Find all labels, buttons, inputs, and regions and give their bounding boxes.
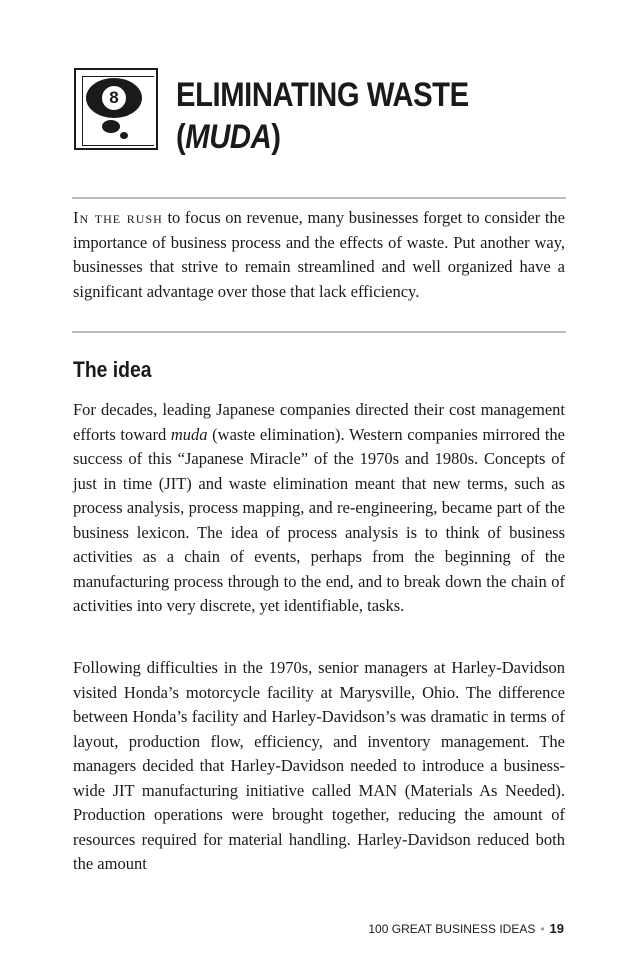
thought-bubble-icon bbox=[74, 68, 158, 150]
divider-top bbox=[72, 197, 566, 199]
para1-term: muda bbox=[170, 424, 208, 444]
bubble-dot-small bbox=[120, 132, 128, 139]
title-term: MUDA bbox=[185, 118, 272, 156]
intro-text: to focus on revenue, many businesses forget to consider the importance of business process and the effects of waste. Put another way, businesses that strive to remain streamlined and well organized have a significant advantage over those that lack efficiency. bbox=[73, 208, 565, 301]
chapter-number-bubble bbox=[86, 78, 142, 118]
bubble-dot-large bbox=[102, 120, 120, 133]
intro-lead-in: In the rush bbox=[73, 208, 163, 227]
para1-part1: For decades, leading Japanese companies directed their cost management efforts toward bbox=[73, 400, 565, 444]
para1-part2: (waste elimination). Western companies mirrored the success of this “Japanese Miracle” of the 1970s and 1980s. Concepts of just in time (JIT) and waste elimination meant that new terms, such as process analysis, process mapping, and re-engineering, became part of the business lexicon. The idea of process analysis is to think of business activities as a chain of events, perhaps from the beginning of the manufacturing process through to the end, and to break down the chain of activities into very discrete, yet identifiable, tasks. bbox=[73, 424, 565, 615]
title-paren-close: ) bbox=[271, 118, 281, 156]
chapter-title bbox=[176, 74, 520, 158]
footer-book-title: 100 GREAT BUSINESS IDEAS bbox=[368, 922, 536, 936]
footer-separator: • bbox=[540, 922, 545, 936]
section-heading: The idea bbox=[73, 357, 152, 382]
chapter-number: 8 bbox=[102, 86, 126, 110]
page-number: 19 bbox=[549, 921, 564, 936]
body-paragraph-1 bbox=[73, 398, 565, 619]
para2-text: Following difficulties in the 1970s, senior managers at Harley-Davidson visited Honda’s motorcycle facility at Marysville, Ohio. The difference between Honda’s facility and Harley-Davidson’s was dramatic in terms of layout, production flow, efficiency, and inventory management. The managers decided that Harley-Davidson needed to introduce a business-wide JIT manufacturing initiative called MAN (Materials As Needed). Production operations were brought together, reducing the amount of resources required for material handling. Harley-Davidson reduced both the amount bbox=[73, 658, 565, 873]
page-footer bbox=[368, 921, 564, 936]
title-paren-open: ( bbox=[176, 118, 186, 156]
chapter-title-line1: ELIMINATING WASTE bbox=[176, 76, 469, 114]
body-paragraph-2 bbox=[73, 656, 565, 877]
divider-bottom bbox=[72, 331, 566, 333]
intro-paragraph bbox=[73, 206, 565, 304]
chapter-title-line2 bbox=[176, 116, 520, 158]
